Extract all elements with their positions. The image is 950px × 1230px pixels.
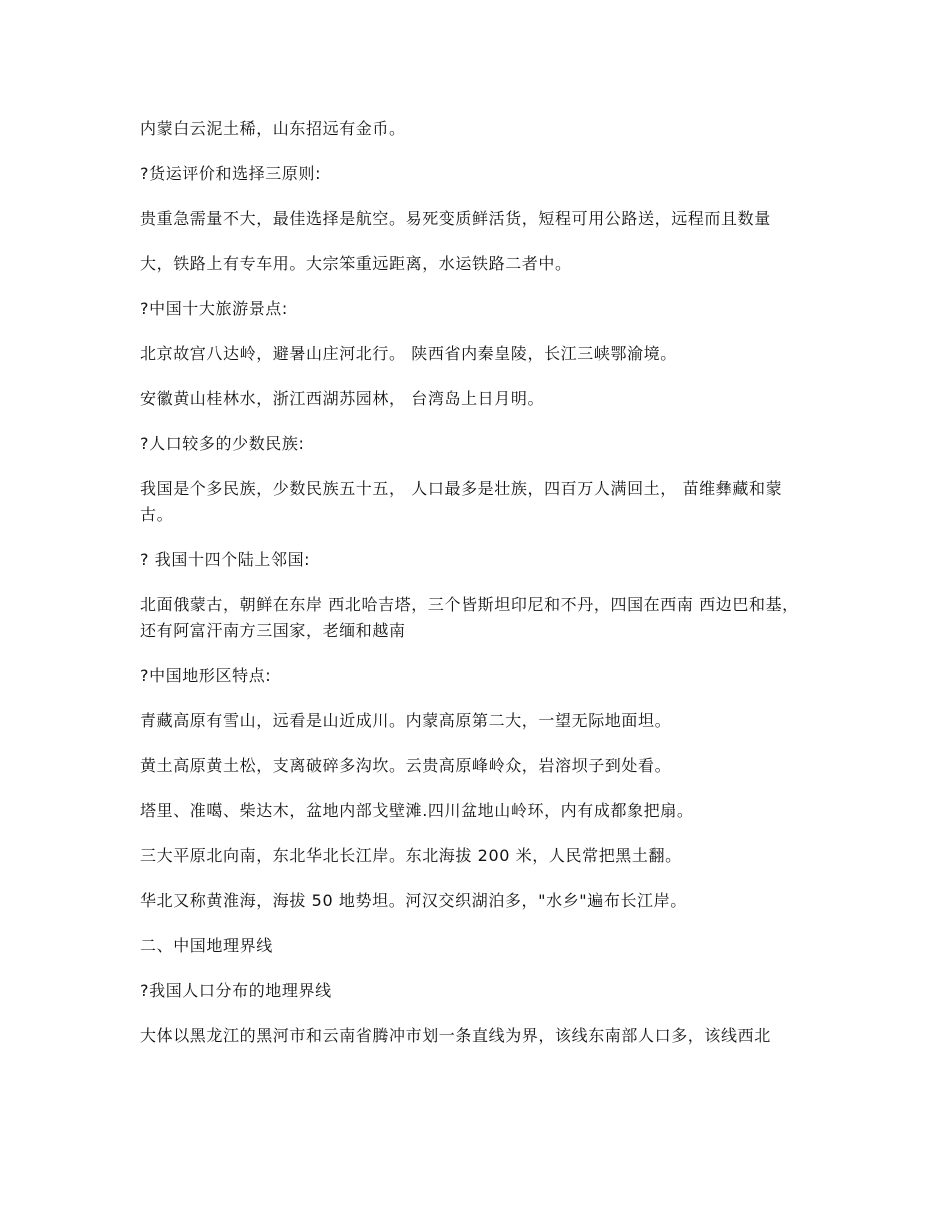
section-heading-terrain: ?中国地形区特点: (140, 666, 272, 685)
paragraph-line: 黄土高原黄土松，支离破碎多沟坎。云贵高原峰岭众，岩溶坝子到处看。 (140, 756, 672, 775)
paragraph-line: 安徽黄山桂林水，浙江西湖苏园林， 台湾岛上日月明。 (140, 389, 545, 408)
paragraph-line: 塔里、准噶、柴达木，盆地内部戈壁滩.四川盆地山岭环，内有成都象把扇。 (140, 801, 694, 820)
paragraph-line: 北面俄蒙古，朝鲜在东岸 西北哈吉塔，三个皆斯坦印尼和不丹，四国在西南 西边巴和基，还有阿富汗南方三国家，老缅和越南 (140, 595, 799, 640)
paragraph-line: 大体以黑龙江的黑河市和云南省腾冲市划一条直线为界，该线东南部人口多，该线西北 (140, 1026, 771, 1045)
section-heading-neighbors: ? 我国十四个陆上邻国: (140, 550, 311, 569)
section-heading-freight-principles: ?货运评价和选择三原则: (140, 164, 322, 183)
paragraph-line: 内蒙白云泥土稀，山东招远有金币。 (140, 119, 406, 138)
paragraph-line: 贵重急需量不大，最佳选择是航空。易死变质鲜活货，短程可用公路送，远程而且数量 (140, 209, 771, 228)
paragraph-line: 大，铁路上有专车用。大宗笨重远距离，水运铁路二者中。 (140, 254, 572, 273)
paragraph-line: 北京故宫八达岭，避暑山庄河北行。 陕西省内秦皇陵，长江三峡鄂渝境。 (140, 344, 677, 363)
section-heading-minorities: ?人口较多的少数民族: (140, 434, 305, 453)
section-heading-population-line: ?我国人口分布的地理界线 (140, 981, 332, 1000)
section-heading-tourist-sites: ?中国十大旅游景点: (140, 299, 288, 318)
chapter-heading-boundaries: 二、中国地理界线 (140, 936, 273, 955)
paragraph-line: 华北又称黄淮海，海拔 50 地势坦。河汉交织湖泊多，"水乡"遍布长江岸。 (140, 891, 687, 910)
paragraph-line: 青藏高原有雪山，远看是山近成川。内蒙高原第二大，一望无际地面坦。 (140, 711, 672, 730)
paragraph-line: 我国是个多民族，少数民族五十五， 人口最多是壮族，四百万人满回土， 苗维彝藏和蒙古。 (140, 479, 783, 524)
paragraph-line: 三大平原北向南，东北华北长江岸。东北海拔 200 米，人民常把黑土翻。 (140, 846, 682, 865)
document-body (140, 116, 810, 1068)
